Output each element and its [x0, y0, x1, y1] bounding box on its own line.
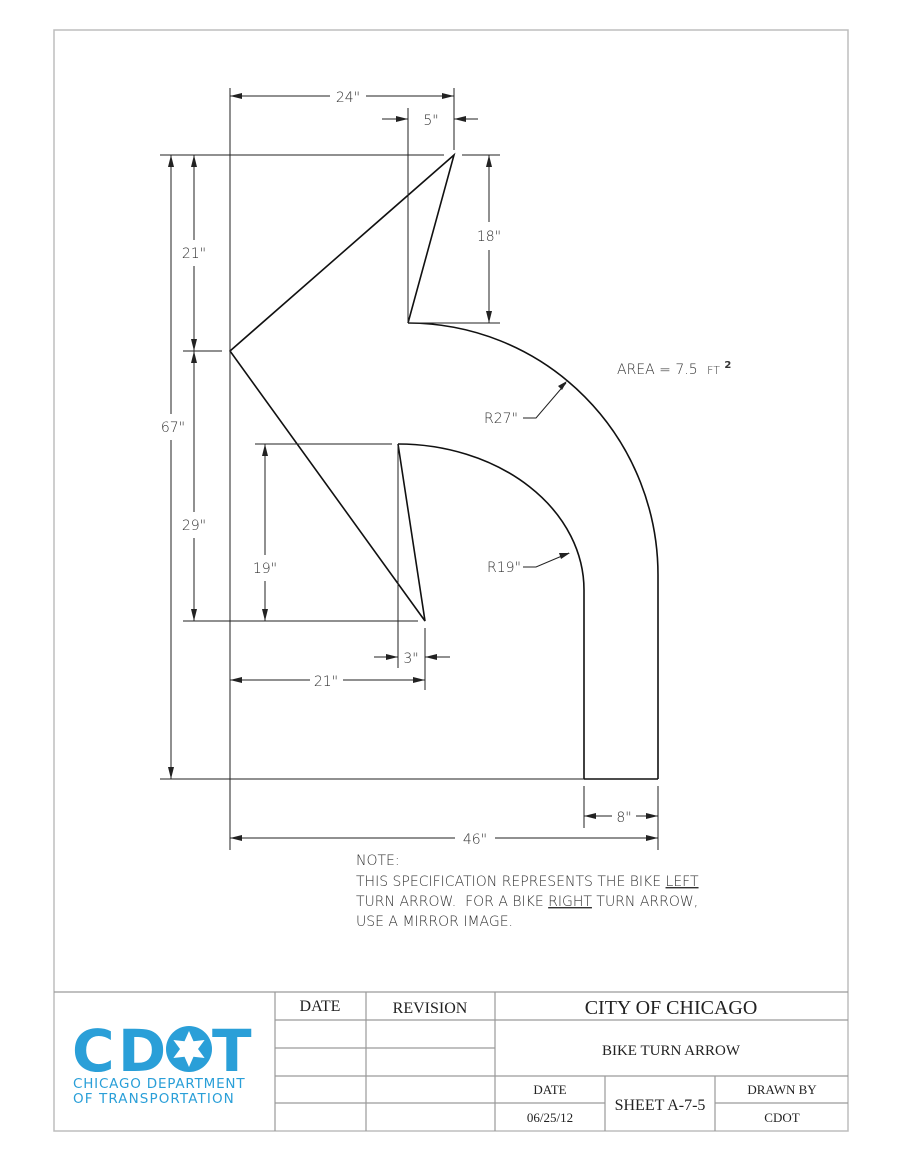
- dim-total-height: 67": [160, 420, 186, 436]
- note-left-emphasis: LEFT: [665, 874, 699, 890]
- note-line-3: USE A MIRROR IMAGE.: [356, 914, 514, 930]
- note-right-emphasis: RIGHT: [548, 894, 592, 910]
- dim-lower-height: 29": [181, 518, 207, 534]
- logo-line-1: CHICAGO DEPARTMENT: [73, 1076, 246, 1092]
- logo-letter-c: C: [72, 1017, 115, 1085]
- sheet-number: SHEET A-7-5: [614, 1097, 706, 1114]
- note-line-2-suffix: TURN ARROW,: [591, 894, 699, 910]
- logo-letter-t: T: [212, 1017, 252, 1085]
- note-line-1: [356, 874, 699, 890]
- agency-name: CITY OF CHICAGO: [584, 997, 758, 1019]
- note-line-2-text: TURN ARROW. FOR A BIKE: [356, 894, 549, 910]
- dim-barb-offset-top: 5": [423, 113, 439, 129]
- dim-total-width: 46": [462, 832, 488, 848]
- logo-letter-d: D: [118, 1017, 167, 1085]
- dim-barb-offset-bottom: 3": [403, 651, 419, 667]
- drawn-by-value: CDOT: [764, 1110, 800, 1125]
- dim-outer-radius: R27": [484, 411, 518, 427]
- dim-top-width: 24": [335, 90, 361, 106]
- area-exponent: 2: [724, 360, 732, 371]
- svg-text:AREA = 7.5 FT 2: [617, 360, 731, 378]
- area-value: AREA = 7.5: [617, 362, 698, 378]
- dim-barb-height-bottom: 19": [252, 561, 278, 577]
- area-unit: FT: [707, 364, 720, 377]
- note-line-1-text: THIS SPECIFICATION REPRESENTS THE BIKE: [356, 874, 666, 890]
- dim-bottom-barb-width: 21": [313, 674, 339, 690]
- date-label: DATE: [533, 1082, 567, 1097]
- logo-line-2: OF TRANSPORTATION: [73, 1091, 235, 1107]
- chicago-star-icon: [166, 1026, 212, 1072]
- dim-shaft-width: 8": [616, 810, 632, 826]
- drawn-by-label: DRAWN BY: [747, 1082, 817, 1097]
- dimension-labels: [161, 90, 632, 848]
- revision-date-header: DATE: [299, 998, 341, 1015]
- drawing-note: [356, 853, 699, 930]
- note-heading: NOTE:: [356, 853, 400, 869]
- cdot-logo: [72, 1017, 252, 1107]
- sheet-border: [54, 30, 848, 1131]
- dim-barb-height-top: 18": [476, 229, 502, 245]
- sheet-title: BIKE TURN ARROW: [601, 1043, 741, 1059]
- date-value: 06/25/12: [526, 1110, 574, 1125]
- dim-upper-height: 21": [181, 246, 207, 262]
- note-line-2: [356, 894, 698, 910]
- revision-header: REVISION: [392, 1000, 468, 1017]
- dim-inner-radius: R19": [487, 560, 521, 576]
- bike-turn-arrow-shape: [230, 155, 658, 779]
- area-label: [617, 360, 731, 378]
